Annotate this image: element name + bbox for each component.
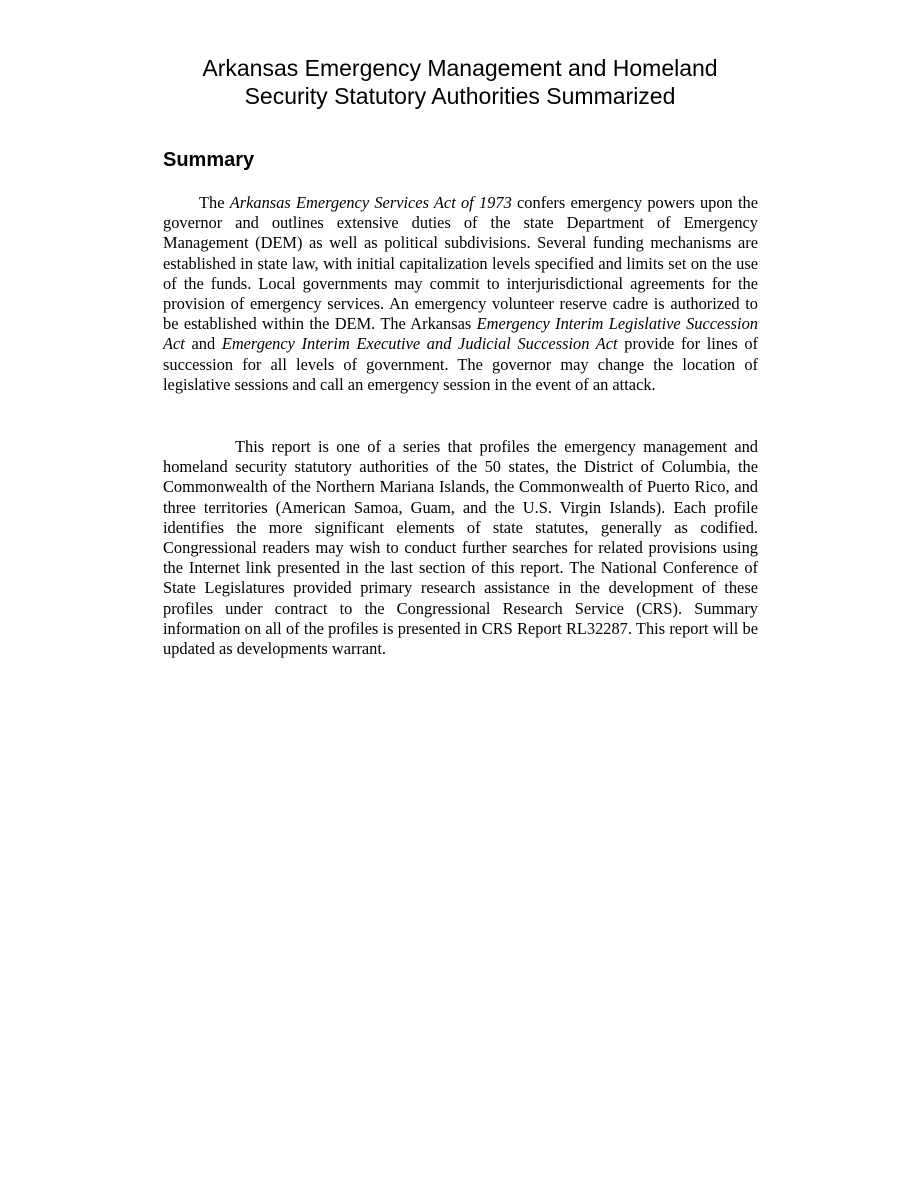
series-description-paragraph: This report is one of a series that profiles the emergency management and homeland security statutory authorities of the 50 states, the District of Columbia, the Commonwealth of the Northern Mariana Islands, the Commonwealth of Puerto Rico, and three territories (American Samoa, Guam, and the U.S. Virgin Islands). Each profile identifies the more significant elements of state statutes, generally as codified. Congressional readers may wish to conduct further searches for related provisions using the Internet link presented in the last section of this report. The National Conference of State Legislatures provided primary research assistance in the development of these profiles under contract to the Congressional Research Service (CRS). Summary information on all of the profiles is presented in CRS Report RL32287. This report will be updated as developments warrant. bbox=[163, 437, 758, 659]
summary-text-3: and bbox=[184, 334, 222, 354]
summary-heading: Summary bbox=[163, 149, 255, 171]
act-name-legislative-succession: Emergency Interim Legislative Succession Act bbox=[163, 314, 758, 354]
act-name-emergency-services: Arkansas Emergency Services Act of 1973 bbox=[229, 193, 512, 212]
document-title bbox=[160, 54, 760, 110]
summary-text-4: provide for lines of succession for all levels of government. The governor may change the location of legislative sessions and call an emergency session in the event of an attack. bbox=[163, 334, 758, 394]
summary-text-1: The bbox=[199, 193, 230, 212]
document-title-line-2: Security Statutory Authorities Summarized bbox=[244, 83, 676, 109]
document-title-line-1: Arkansas Emergency Management and Homeland bbox=[202, 55, 718, 81]
summary-paragraph bbox=[163, 193, 758, 395]
summary-text-2: confers emergency powers upon the governor and outlines extensive duties of the state Department of Emergency Management (DEM) as well as political subdivisions. Several funding mechanisms are established in state law, with initial capitalization levels specified and limits set on the use of the funds. Local governments may commit to interjurisdictional agreements for the provision of emergency services. An emergency volunteer reserve cadre is authorized to be established within the DEM. The Arkansas bbox=[163, 193, 758, 334]
act-name-executive-judicial-succession: Emergency Interim Executive and Judicial Succession Act bbox=[221, 334, 618, 354]
